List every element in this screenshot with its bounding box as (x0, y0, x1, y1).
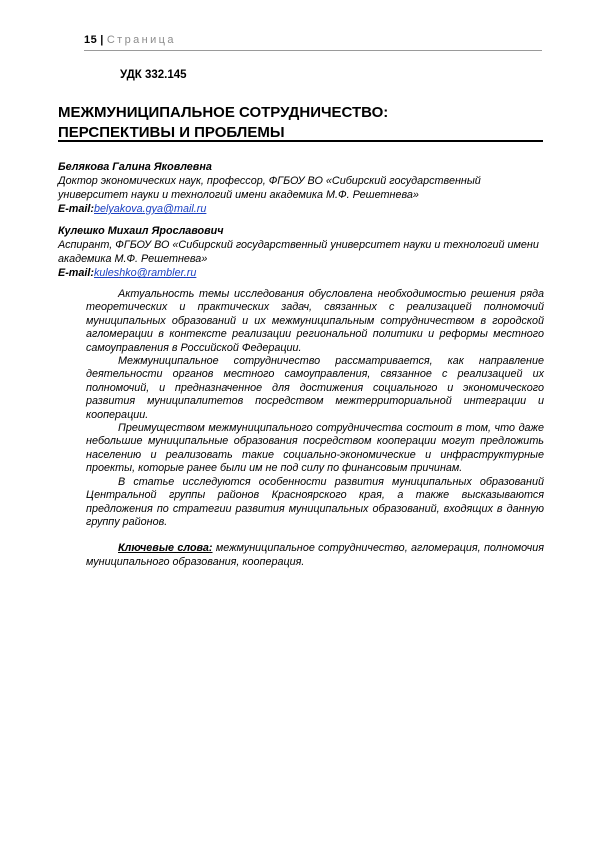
author-name: Белякова Галина Яковлевна (58, 161, 212, 173)
author-email-row (58, 266, 548, 280)
author-email-link[interactable]: kuleshko@rambler.ru (94, 267, 197, 279)
page-header (84, 34, 540, 46)
title-divider (58, 140, 543, 142)
article-title (58, 103, 558, 143)
keywords-label: Ключевые слова: (118, 542, 213, 555)
page-word: Страница (106, 34, 176, 46)
udk-code: УДК 332.145 (120, 69, 187, 81)
keywords-text: межмуниципальное сотрудничество, агломерация, полномочия муниципального образования, кооперация. (86, 542, 544, 568)
abstract-paragraph: Межмуниципальное сотрудничество рассматривается, как направление деятельности органов местного самоуправления, связанное с реализацией их полномочий, и предназначенное для достижения социального и экономического развития муниципалитетов посредством межтерриториальной интеграции и кооперации. (86, 355, 544, 421)
email-label: E-mail: (58, 267, 94, 279)
author-affiliation: Аспирант, ФГБОУ ВО «Сибирский государственный университет науки и технологий имени академика М.Ф. Решетнева» (58, 239, 539, 265)
abstract-paragraph: Актуальность темы исследования обусловлена необходимостью решения ряда теоретических и практических задач, связанных с реализацией полномочий муниципальных образований и их межмуниципальным сотрудничеством в городской агломерации в контексте реализации региональной политики и реформы местного самоуправления в Российской Федерации. (86, 288, 544, 354)
author-affiliation: Доктор экономических наук, профессор, ФГБОУ ВО «Сибирский государственный университет науки и технологий имени академика М.Ф. Решетнева» (58, 175, 481, 201)
title-line-2: ПЕРСПЕКТИВЫ И ПРОБЛЕМЫ (58, 124, 285, 141)
header-divider (84, 50, 542, 51)
page-number: 15 (84, 34, 98, 46)
keywords (86, 542, 544, 569)
author-block-2 (58, 224, 548, 280)
abstract (86, 288, 544, 569)
title-line-1: МЕЖМУНИЦИПАЛЬНОЕ СОТРУДНИЧЕСТВО: (58, 104, 389, 121)
email-label: E-mail: (58, 203, 94, 215)
author-email-row (58, 202, 548, 216)
author-name: Кулешко Михаил Ярославович (58, 225, 224, 237)
author-block-1 (58, 160, 548, 216)
header-separator: | (100, 34, 104, 46)
abstract-paragraph: Преимуществом межмуниципального сотрудничества состоит в том, что даже небольшие муниципальные образования посредством кооперации могут предложить населению и реализовать такие социально-экономические и инфраструктурные проекты, которые ранее были им не под силу по финансовым причинам. (86, 422, 544, 475)
author-email-link[interactable]: belyakova.gya@mail.ru (94, 203, 207, 215)
abstract-paragraph: В статье исследуются особенности развития муниципальных образований Центральной группы районов Красноярского края, а также высказываются предложения по стратегии развития муниципальных образований, входящих в данную группу районов. (86, 475, 544, 528)
